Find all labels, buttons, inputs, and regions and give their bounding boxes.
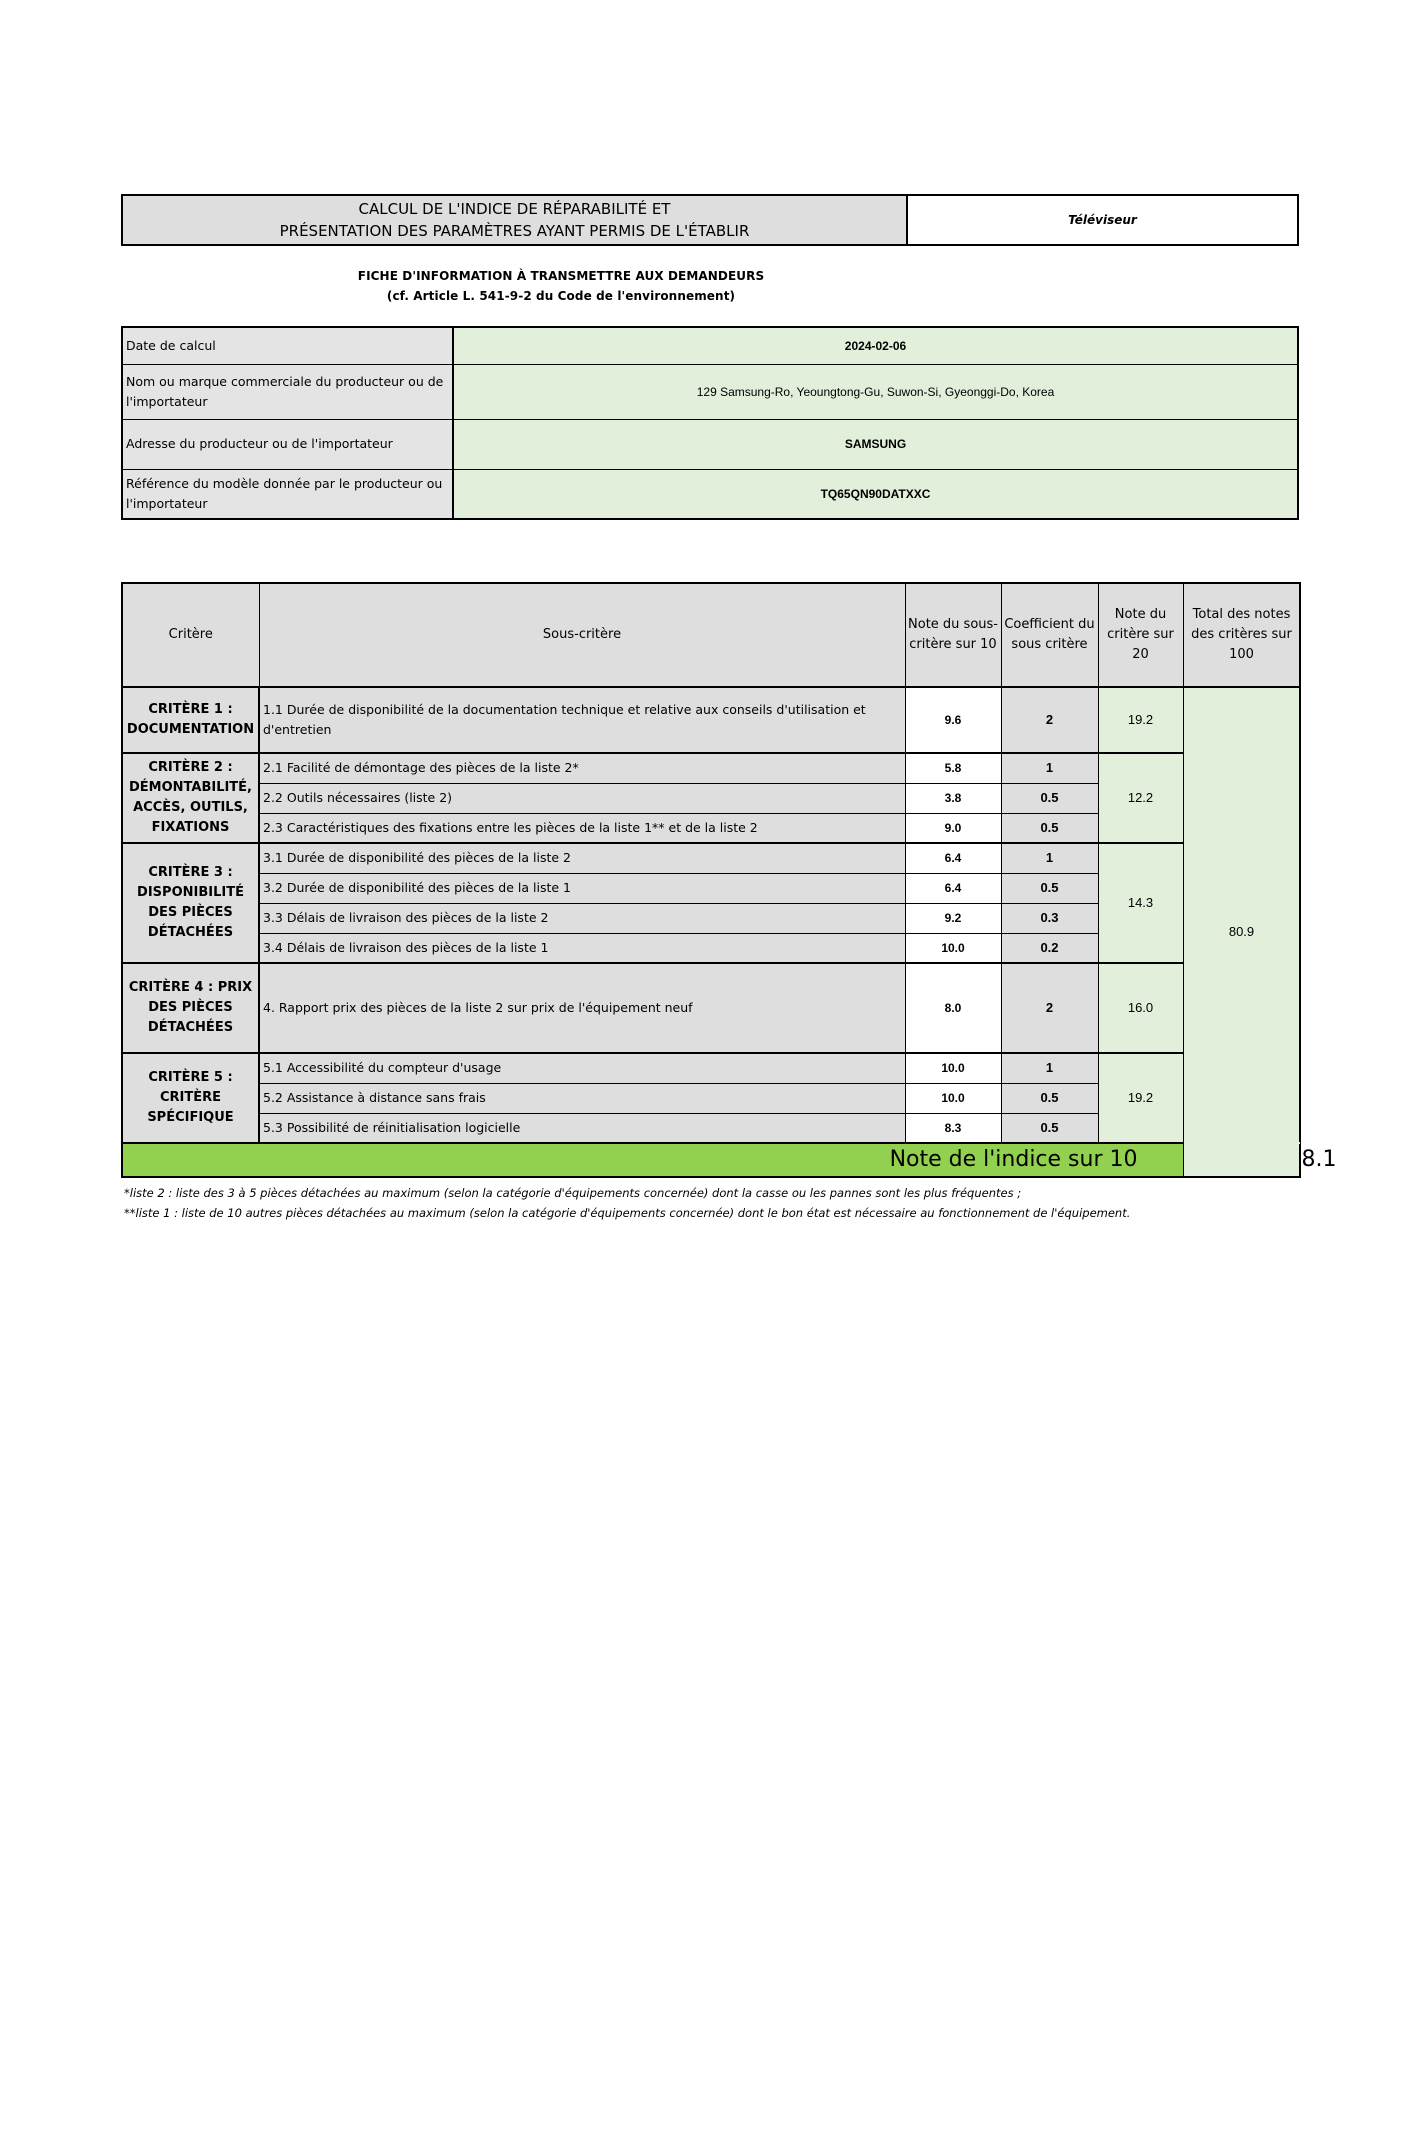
col-header-note-sous: Note du sous-critère sur 10 [905,583,1001,687]
info-value: 2024-02-06 [453,327,1298,364]
info-row [122,364,1298,419]
subcriterion-coef: 0.2 [1001,933,1098,963]
info-value: SAMSUNG [453,419,1298,469]
footnote-liste-1: **liste 1 : liste de 10 autres pièces détachées au maximum (selon la catégorie d'équipements concernée) dont le bon état est nécessaire au fonctionnement de l'équipement. [124,1206,1131,1220]
subcriterion-coef: 0.5 [1001,783,1098,813]
info-label: Date de calcul [122,327,453,364]
info-value: TQ65QN90DATXXC [453,469,1298,519]
subcriterion-label: 5.1 Accessibilité du compteur d'usage [259,1053,905,1083]
col-header-note20: Note du critère sur 20 [1098,583,1183,687]
subcriterion-label: 3.3 Délais de livraison des pièces de la liste 2 [259,903,905,933]
info-value: 129 Samsung-Ro, Yeoungtong-Gu, Suwon-Si, Gyeonggi-Do, Korea [453,364,1298,419]
subcriterion-note: 6.4 [905,873,1001,903]
subcriterion-coef: 2 [1001,687,1098,753]
title-line-2: PRÉSENTATION DES PARAMÈTRES AYANT PERMIS DE L'ÉTABLIR [279,222,750,240]
total-100: 80.9 [1183,687,1300,1177]
report-title [123,196,908,244]
report-header [121,194,1299,246]
table-row [122,687,1300,753]
criterion-score-20: 16.0 [1098,963,1183,1053]
subcriterion-note: 10.0 [905,933,1001,963]
criterion-score-20: 19.2 [1098,1053,1183,1143]
subcriterion-note: 9.6 [905,687,1001,753]
footnote-liste-2: *liste 2 : liste des 3 à 5 pièces détachées au maximum (selon la catégorie d'équipements concernée) dont la casse ou les pannes sont les plus fréquentes ; [124,1186,1022,1200]
col-header-total: Total des notes des critères sur 100 [1183,583,1300,687]
subcriterion-note: 3.8 [905,783,1001,813]
subcriterion-coef: 0.5 [1001,1113,1098,1143]
subcriterion-coef: 0.5 [1001,1083,1098,1113]
criterion-name: CRITÈRE 3 : DISPONIBILITÉ DES PIÈCES DÉTACHÉES [122,843,259,963]
subcriterion-coef: 2 [1001,963,1098,1053]
product-category: Téléviseur [1068,213,1137,227]
subcriterion-label: 4. Rapport prix des pièces de la liste 2 sur prix de l'équipement neuf [259,963,905,1053]
info-label: Nom ou marque commerciale du producteur ou de l'importateur [122,364,453,419]
subcriterion-label: 1.1 Durée de disponibilité de la documentation technique et relative aux conseils d'utilisation et d'entretien [259,687,905,753]
criterion-name: CRITÈRE 2 : DÉMONTABILITÉ, ACCÈS, OUTILS, FIXATIONS [122,753,259,843]
table-row [122,753,1300,783]
subcriterion-note: 10.0 [905,1083,1001,1113]
subcriterion-coef: 1 [1001,843,1098,873]
subcriterion-label: 3.2 Durée de disponibilité des pièces de la liste 1 [259,873,905,903]
criterion-score-20: 14.3 [1098,843,1183,963]
table-row [122,843,1300,873]
subheader [121,266,1001,306]
criterion-name: CRITÈRE 1 : DOCUMENTATION [122,687,259,753]
title-line-1: CALCUL DE L'INDICE DE RÉPARABILITÉ ET [358,200,671,218]
info-table [121,326,1299,520]
table-row [122,1053,1300,1083]
col-header-coef: Coefficient du sous critère [1001,583,1098,687]
subcriterion-label: 3.4 Délais de livraison des pièces de la liste 1 [259,933,905,963]
subcriterion-coef: 0.5 [1001,813,1098,843]
subcriterion-label: 5.2 Assistance à distance sans frais [259,1083,905,1113]
subcriterion-note: 8.3 [905,1113,1001,1143]
subcriterion-note: 10.0 [905,1053,1001,1083]
subcriterion-label: 2.3 Caractéristiques des fixations entre les pièces de la liste 1** et de la liste 2 [259,813,905,843]
subcriterion-note: 9.2 [905,903,1001,933]
subheader-line-1: FICHE D'INFORMATION À TRANSMETTRE AUX DEMANDEURS [357,269,765,283]
subcriterion-coef: 1 [1001,1053,1098,1083]
subheader-line-2: (cf. Article L. 541-9-2 du Code de l'environnement) [386,289,736,303]
subcriterion-label: 5.3 Possibilité de réinitialisation logicielle [259,1113,905,1143]
subcriterion-label: 3.1 Durée de disponibilité des pièces de la liste 2 [259,843,905,873]
subcriterion-note: 8.0 [905,963,1001,1053]
criterion-name: CRITÈRE 4 : PRIX DES PIÈCES DÉTACHÉES [122,963,259,1053]
info-row [122,469,1298,519]
footnotes [124,1183,1130,1223]
subcriterion-note: 5.8 [905,753,1001,783]
table-row [122,963,1300,1053]
subcriterion-note: 9.0 [905,813,1001,843]
info-label: Adresse du producteur ou de l'importateur [122,419,453,469]
subcriterion-coef: 0.3 [1001,903,1098,933]
score-header-row [122,583,1300,687]
subcriterion-label: 2.2 Outils nécessaires (liste 2) [259,783,905,813]
info-label: Référence du modèle donnée par le producteur ou l'importateur [122,469,453,519]
criterion-score-20: 19.2 [1098,687,1183,753]
subcriterion-coef: 1 [1001,753,1098,783]
final-score-label: Note de l'indice sur 10 [122,1143,1183,1177]
criterion-name: CRITÈRE 5 : CRITÈRE SPÉCIFIQUE [122,1053,259,1143]
col-header-critere: Critère [122,583,259,687]
info-row [122,327,1298,364]
score-table [121,582,1337,1178]
subcriterion-label: 2.1 Facilité de démontage des pièces de la liste 2* [259,753,905,783]
final-score-row: Note de l'indice sur 10 8.1 [122,1143,1300,1177]
col-header-sous-critere: Sous-critère [259,583,905,687]
subcriterion-coef: 0.5 [1001,873,1098,903]
info-row [122,419,1298,469]
subcriterion-note: 6.4 [905,843,1001,873]
criterion-score-20: 12.2 [1098,753,1183,843]
